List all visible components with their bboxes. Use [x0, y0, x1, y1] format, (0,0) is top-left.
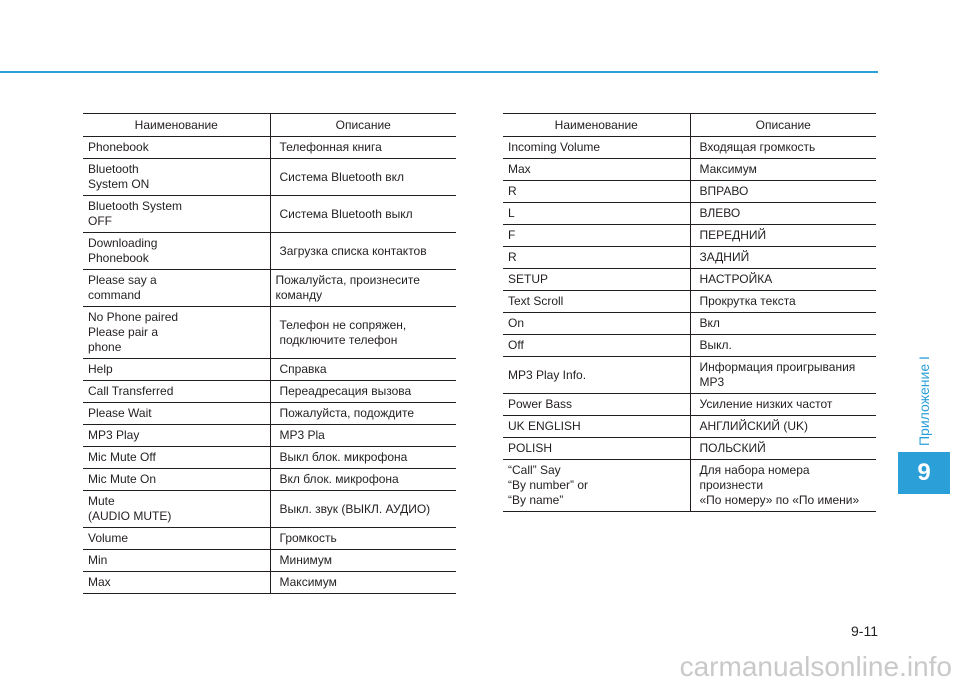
description-cell: АНГЛИЙСКИЙ (UK): [690, 416, 876, 438]
description-cell: Справка: [270, 359, 456, 381]
description-cell: Пожалуйста, произнесите команду: [270, 270, 456, 307]
table-row: [83, 196, 456, 233]
description-cell: Переадресация вызова: [270, 381, 456, 403]
description-cell: Вкл блок. микрофона: [270, 469, 456, 491]
term-cell: R: [503, 181, 690, 203]
table-row: [503, 159, 876, 181]
description-cell: Вкл: [690, 313, 876, 335]
description-cell: Пожалуйста, подождите: [270, 403, 456, 425]
column-header-description: Описание: [690, 114, 876, 137]
term-cell: Phonebook: [83, 137, 270, 159]
term-cell: Bluetooth System ON: [83, 159, 270, 196]
chapter-number-badge: 9: [898, 452, 950, 494]
term-cell: Power Bass: [503, 394, 690, 416]
description-cell: Телефонная книга: [270, 137, 456, 159]
description-cell: Система Bluetooth вкл: [270, 159, 456, 196]
table-row: [83, 403, 456, 425]
description-cell: ПЕРЕДНИЙ: [690, 225, 876, 247]
term-cell: Mic Mute On: [83, 469, 270, 491]
table-row: [503, 203, 876, 225]
header-rule: [0, 71, 878, 73]
term-cell: Downloading Phonebook: [83, 233, 270, 270]
term-cell: No Phone paired Please pair a phone: [83, 307, 270, 359]
table-row: [83, 137, 456, 159]
term-cell: R: [503, 247, 690, 269]
description-cell: Входящая громкость: [690, 137, 876, 159]
description-cell: НАСТРОЙКА: [690, 269, 876, 291]
table-row: [83, 270, 456, 307]
table-row: [83, 381, 456, 403]
table-row: [83, 491, 456, 528]
description-cell: ВПРАВО: [690, 181, 876, 203]
term-cell: Mute (AUDIO MUTE): [83, 491, 270, 528]
table-row: [503, 137, 876, 159]
term-cell: On: [503, 313, 690, 335]
table-row: [83, 469, 456, 491]
table-row: [83, 425, 456, 447]
description-cell: Телефон не сопряжен, подключите телефон: [270, 307, 456, 359]
description-cell: Выкл блок. микрофона: [270, 447, 456, 469]
table-row: [83, 359, 456, 381]
description-cell: Система Bluetooth выкл: [270, 196, 456, 233]
term-cell: Volume: [83, 528, 270, 550]
page-number: 9-11: [851, 623, 878, 639]
description-cell: Громкость: [270, 528, 456, 550]
table-row: [503, 181, 876, 203]
table-row: [503, 313, 876, 335]
description-cell: Прокрутка текста: [690, 291, 876, 313]
term-cell: Text Scroll: [503, 291, 690, 313]
table-row: [83, 528, 456, 550]
table-header-row: [83, 114, 456, 137]
terms-table-right: [503, 113, 876, 512]
column-header-name: Наименование: [83, 114, 270, 137]
term-cell: L: [503, 203, 690, 225]
term-cell: “Call” Say “By number” or “By name”: [503, 460, 690, 512]
term-cell: Incoming Volume: [503, 137, 690, 159]
description-cell: ПОЛЬСКИЙ: [690, 438, 876, 460]
table-row: [503, 394, 876, 416]
term-cell: Call Transferred: [83, 381, 270, 403]
description-cell: Выкл.: [690, 335, 876, 357]
table-row: [503, 269, 876, 291]
column-header-description: Описание: [270, 114, 456, 137]
table-row: [503, 335, 876, 357]
table-row: [503, 247, 876, 269]
table-row: [503, 416, 876, 438]
term-cell: SETUP: [503, 269, 690, 291]
description-cell: ЗАДНИЙ: [690, 247, 876, 269]
table-row: [503, 291, 876, 313]
description-cell: Максимум: [270, 572, 456, 594]
term-cell: F: [503, 225, 690, 247]
description-cell: Максимум: [690, 159, 876, 181]
term-cell: Mic Mute Off: [83, 447, 270, 469]
description-cell: Информация проигрывания MP3: [690, 357, 876, 394]
table-row: [503, 225, 876, 247]
description-cell: Загрузка списка контактов: [270, 233, 456, 270]
term-cell: Max: [503, 159, 690, 181]
table-row: [83, 159, 456, 196]
column-header-name: Наименование: [503, 114, 690, 137]
table-row: [83, 307, 456, 359]
table-row: [503, 357, 876, 394]
description-cell: Минимум: [270, 550, 456, 572]
term-cell: MP3 Play: [83, 425, 270, 447]
description-cell: Для набора номера произнести «По номеру» по «По имени»: [690, 460, 876, 512]
term-cell: Help: [83, 359, 270, 381]
term-cell: UK ENGLISH: [503, 416, 690, 438]
description-cell: MP3 Pla: [270, 425, 456, 447]
watermark: carmanualsonline.info: [679, 651, 952, 682]
table-row: [83, 572, 456, 594]
term-cell: Please say a command: [83, 270, 270, 307]
chapter-label: Приложение I: [916, 356, 932, 446]
description-cell: Выкл. звук (ВЫКЛ. АУДИО): [270, 491, 456, 528]
table-row: [83, 233, 456, 270]
description-cell: Усиление низких частот: [690, 394, 876, 416]
table-row: [83, 550, 456, 572]
table-row: [83, 447, 456, 469]
term-cell: POLISH: [503, 438, 690, 460]
term-cell: Off: [503, 335, 690, 357]
term-cell: Please Wait: [83, 403, 270, 425]
table-row: [503, 460, 876, 512]
table-header-row: [503, 114, 876, 137]
term-cell: MP3 Play Info.: [503, 357, 690, 394]
term-cell: Max: [83, 572, 270, 594]
term-cell: Bluetooth System OFF: [83, 196, 270, 233]
terms-table-left: [83, 113, 456, 594]
table-row: [503, 438, 876, 460]
description-cell: ВЛЕВО: [690, 203, 876, 225]
term-cell: Min: [83, 550, 270, 572]
